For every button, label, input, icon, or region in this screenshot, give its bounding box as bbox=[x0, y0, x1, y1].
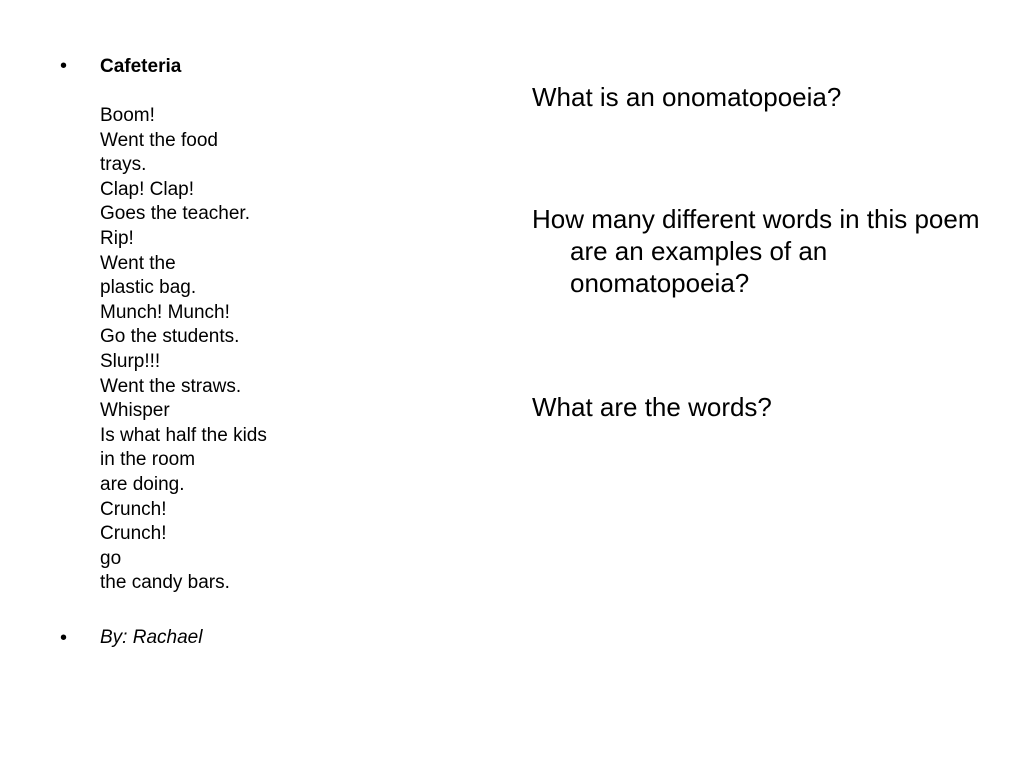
poem-column bbox=[0, 0, 480, 768]
poem-line: Went the food bbox=[100, 129, 218, 151]
bullet-marker: • bbox=[60, 55, 68, 77]
question-1: What is an onomatopoeia? bbox=[532, 82, 842, 112]
poem-line: in the room bbox=[100, 449, 196, 471]
poem-line: are doing. bbox=[100, 473, 185, 495]
poem-line: Crunch! bbox=[100, 498, 167, 520]
poem-line: Rip! bbox=[100, 227, 134, 249]
poem-line: Munch! Munch! bbox=[100, 301, 230, 323]
poem-line: Goes the teacher. bbox=[100, 203, 250, 225]
poem-lines bbox=[100, 104, 267, 596]
poem-line: go bbox=[100, 547, 122, 569]
poem-author: By: Rachael bbox=[100, 627, 203, 648]
poem-line: Whisper bbox=[100, 400, 170, 422]
questions-column bbox=[532, 0, 1002, 768]
question-3: What are the words? bbox=[532, 392, 772, 422]
bullet-marker: • bbox=[60, 627, 68, 649]
poem-line: trays. bbox=[100, 154, 147, 176]
poem-line: Is what half the kids bbox=[100, 424, 267, 446]
poem-line: the candy bars. bbox=[100, 572, 230, 594]
poem-line: Go the students. bbox=[100, 326, 240, 348]
poem-line: Clap! Clap! bbox=[100, 178, 194, 200]
poem-title: Cafeteria bbox=[100, 56, 182, 77]
poem-line: Went the bbox=[100, 252, 176, 274]
poem-line: Crunch! bbox=[100, 523, 167, 545]
poem-line: Boom! bbox=[100, 105, 155, 126]
poem-line: Went the straws. bbox=[100, 375, 242, 397]
question-2: How many different words in this poem are an examples of an onomatopoeia? bbox=[532, 204, 980, 298]
poem-line: Slurp!!! bbox=[100, 350, 161, 372]
poem-line: plastic bag. bbox=[100, 277, 197, 299]
